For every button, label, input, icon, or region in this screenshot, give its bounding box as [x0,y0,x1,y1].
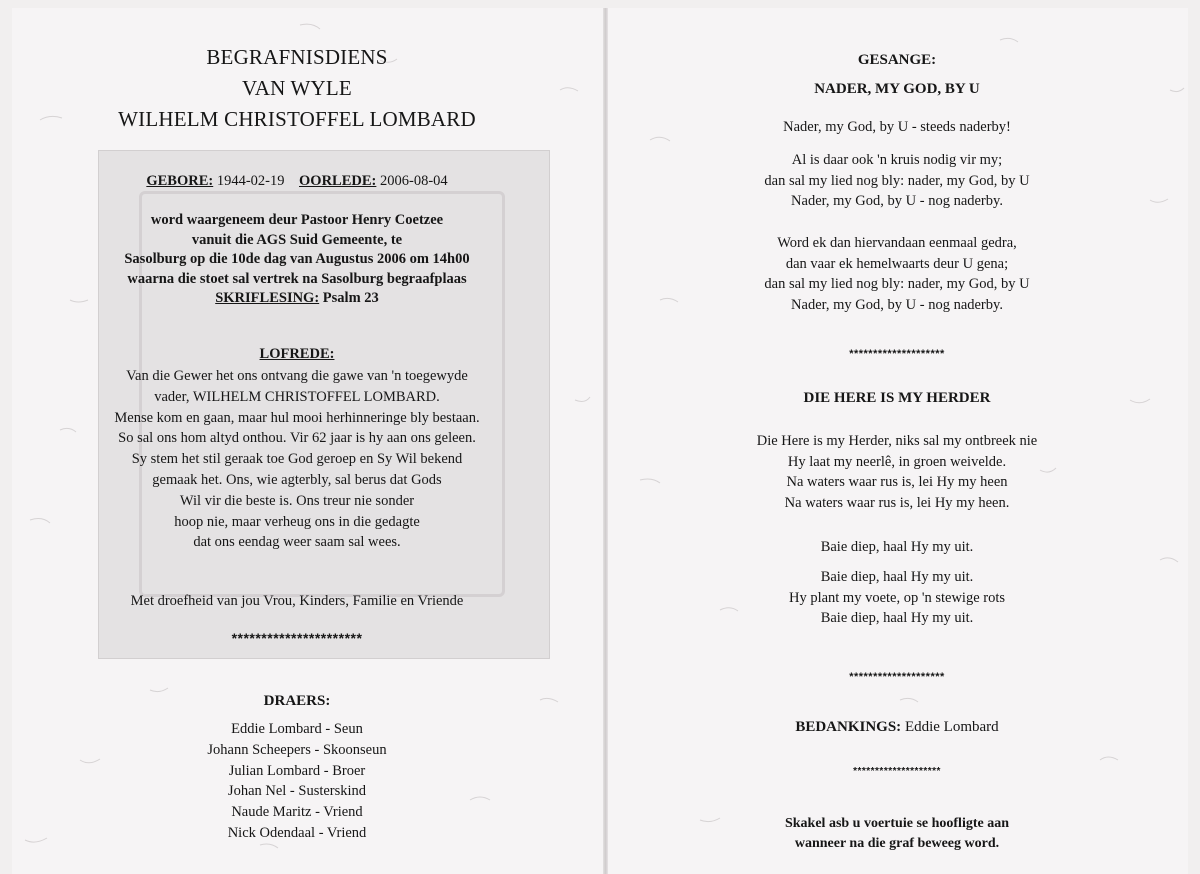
eulogy-line: gemaak het. Ons, wie agterbly, sal berus dat Gods [152,471,442,488]
verse-line: Baie diep, haal Hy my uit. [820,610,974,626]
verse-line: dan sal my lied nog bly: nader, my God, by U [764,172,1030,189]
died-date: 2006-08-04 [379,173,448,189]
thanks-line [606,719,1188,736]
dates-line [0,173,594,190]
verse-line: Nader, my God, by U - nog naderby. [791,296,1003,313]
song1-verse1 [606,117,1188,138]
verse-line: Hy laat my neerlê, in groen weivelde. [787,453,1007,470]
service-line: Sasolburg op die 10de dag van Augustus 2006 om 14h00 [124,251,470,267]
divider-stars: ******************** [849,671,945,683]
eulogy-line: Van die Gewer het ons ontvang die gawe van 'n toegewyde [126,368,468,384]
verse-line: Baie diep, haal Hy my uit. [820,569,974,585]
service-line: waarna die stoet sal vertrek na Sasolburg begraafplaas [127,270,467,287]
reading-value: Psalm 23 [322,290,379,306]
service-line: vanuit die AGS Suid Gemeente, te [191,231,403,248]
verse-line: Die Here is my Herder, niks sal my ontbreek nie [756,433,1038,449]
pallbearers-heading: DRAERS: [263,693,331,709]
reading-label: SKRIFLESING: [215,290,320,306]
eulogy-line: Sy stem het stil geraak toe God geroep en Sy Wil bekend [131,451,463,468]
divider-stars: ******************** [853,766,941,777]
divider-stars: ********************** [231,630,363,646]
songs-heading: GESANGE: [857,52,937,68]
eulogy-line: Mense kom en gaan, maar hul mooi herhinneringe bly bestaan. [114,409,480,426]
pallbearer-item: Nick Odendaal - Vriend [227,824,367,841]
title-line-1: BEGRAFNISDIENS [206,45,388,69]
eulogy-line: So sal ons hom altyd onthou. Vir 62 jaar is hy aan ons geleen. [118,430,476,447]
song1-verse2 [606,150,1188,212]
eulogy-text [0,366,594,553]
eulogy-line: Wil vir die beste is. Ons treur nie sonder [179,492,415,509]
verse-line: dan sal my lied nog bly: nader, my God, by U [764,276,1030,292]
pallbearer-item: Johan Nel - Susterskind [227,783,367,800]
verse-line: Al is daar ook 'n kruis nodig vir my; [791,152,1003,168]
service-details [0,211,594,309]
song2-verse2 [606,567,1188,629]
verse-line: Na waters waar rus is, lei Hy my heen [786,474,1008,490]
pallbearer-item: Eddie Lombard - Seun [231,721,363,737]
eulogy-line: hoop nie, maar verheug ons in die gedagte [174,513,420,530]
closing-line: Skakel asb u voertuie se hoofligte aan [784,816,1009,831]
closing-instruction [606,814,1188,854]
closing-line: wanneer na die graf beweeg word. [794,836,1000,851]
song2-title: DIE HERE IS MY HERDER [803,390,991,406]
song1-verse3 [606,233,1188,315]
verse-line: Hy plant my voete, op 'n stewige rots [788,589,1006,606]
eulogy-heading: LOFREDE: [259,346,335,362]
verse-line: Word ek dan hiervandaan eenmaal gedra, [777,235,1017,251]
verse-line: Nader, my God, by U - steeds naderby! [783,119,1011,135]
died-label: OORLEDE: [299,173,377,189]
thanks-name: Eddie Lombard [904,719,999,735]
song1-title: NADER, MY GOD, BY U [814,81,980,97]
born-date: 1944-02-19 [216,173,285,189]
pallbearer-item: Johann Scheepers - Skoonseun [207,741,387,758]
divider-stars: ******************** [849,348,945,360]
condolence-line: Met droefheid van jou Vrou, Kinders, Familie en Vriende [130,593,464,609]
eulogy-line: dat ons eendag weer saam sal wees. [193,534,401,551]
service-line: word waargeneem deur Pastoor Henry Coetzee [150,212,444,228]
verse-line: dan vaar ek hemelwaarts deur U gena; [785,255,1009,272]
service-title [0,42,594,135]
scripture-reading [0,289,594,309]
title-line-3: WILHELM CHRISTOFFEL LOMBARD [118,107,476,131]
song2-line: Baie diep, haal Hy my uit. [820,539,974,555]
thanks-label: BEDANKINGS: [795,719,902,735]
verse-line: Nader, my God, by U - nog naderby. [791,193,1003,209]
verse-line: Na waters waar rus is, lei Hy my heen. [784,494,1010,511]
song2-verse1 [606,431,1188,513]
pallbearers-list [0,719,594,844]
title-line-2: VAN WYLE [242,76,352,100]
pallbearer-item: Julian Lombard - Broer [228,762,366,779]
pallbearer-item: Naude Maritz - Vriend [231,804,363,821]
born-label: GEBORE: [146,173,214,189]
eulogy-line: vader, WILHELM CHRISTOFFEL LOMBARD. [154,388,440,405]
